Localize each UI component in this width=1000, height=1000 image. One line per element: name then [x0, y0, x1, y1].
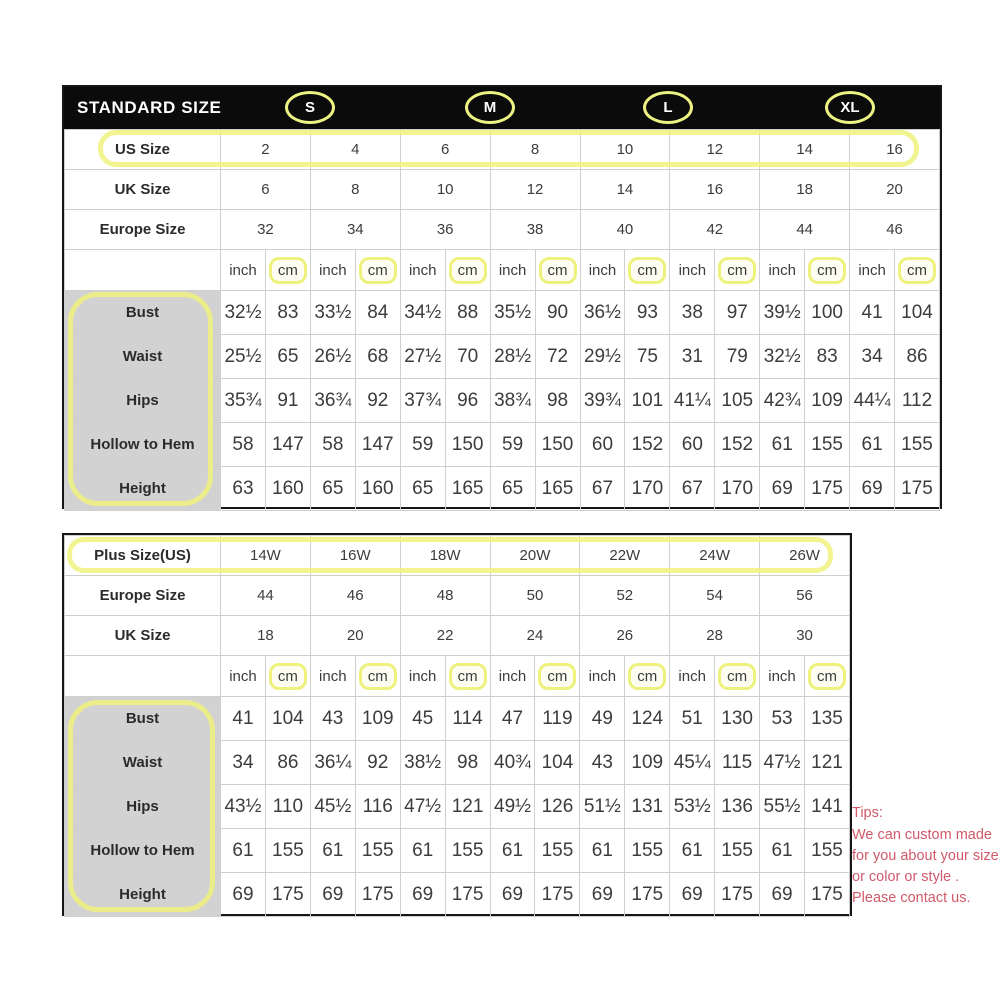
standard-size-grid: [64, 129, 940, 511]
size-value-cell: 16W: [310, 536, 400, 576]
measure-value-cell: 29½: [580, 335, 625, 379]
size-badge-s: S: [285, 91, 335, 124]
measure-value-cell: 130: [715, 697, 760, 741]
tips-line: or color or style .: [852, 869, 960, 886]
size-value-cell: 20: [310, 616, 400, 656]
measure-value-cell: 55½: [760, 785, 805, 829]
inch-label-cell: inch: [670, 250, 715, 291]
measure-value-cell: 175: [355, 873, 400, 917]
size-value-cell: 16: [670, 170, 760, 210]
measure-value-cell: 27½: [400, 335, 445, 379]
measure-value-cell: 110: [265, 785, 310, 829]
measure-value-cell: 126: [535, 785, 580, 829]
measure-value-cell: 53½: [670, 785, 715, 829]
measure-value-cell: 147: [355, 423, 400, 467]
size-value-cell: 28: [670, 616, 760, 656]
inch-label-cell: inch: [580, 250, 625, 291]
measure-value-cell: 38: [670, 291, 715, 335]
cm-highlight-box: cm: [628, 257, 666, 284]
measure-value-cell: 116: [355, 785, 400, 829]
tips-line: Please contact us.: [852, 890, 971, 907]
size-value-cell: 14W: [221, 536, 311, 576]
cm-highlight-box: cm: [718, 663, 756, 690]
measure-value-cell: 104: [535, 741, 580, 785]
measure-value-cell: 109: [355, 697, 400, 741]
inch-label-cell: inch: [310, 656, 355, 697]
size-value-cell: 12: [490, 170, 580, 210]
measure-value-cell: 51: [670, 697, 715, 741]
measure-value-cell: 170: [625, 467, 670, 511]
inch-label-cell: inch: [400, 656, 445, 697]
unit-row-label: [65, 656, 221, 697]
cm-label-cell: [445, 250, 490, 291]
size-row: [65, 616, 850, 656]
measure-value-cell: 47½: [760, 741, 805, 785]
size-value-cell: 16: [850, 130, 940, 170]
measure-value-cell: 26½: [310, 335, 355, 379]
tips-title: Tips:: [852, 805, 883, 821]
cm-highlight-box: cm: [449, 257, 487, 284]
measure-value-cell: 150: [535, 423, 580, 467]
measure-value-cell: 155: [805, 423, 850, 467]
measure-value-cell: 45½: [310, 785, 355, 829]
measure-value-cell: 92: [355, 379, 400, 423]
measure-row-label: Waist: [65, 335, 221, 379]
size-value-cell: 30: [760, 616, 850, 656]
measure-value-cell: 41: [221, 697, 266, 741]
measure-value-cell: 160: [265, 467, 310, 511]
size-row: [65, 170, 940, 210]
measure-value-cell: 35¾: [221, 379, 266, 423]
cm-label-cell: [715, 250, 760, 291]
unit-row: [65, 656, 850, 697]
measure-value-cell: 60: [670, 423, 715, 467]
size-value-cell: 18: [221, 616, 311, 656]
size-row: [65, 576, 850, 616]
size-value-cell: 22: [400, 616, 490, 656]
measure-value-cell: 72: [535, 335, 580, 379]
measure-row-label: Hollow to Hem: [65, 423, 221, 467]
measure-value-cell: 175: [625, 873, 670, 917]
size-value-cell: 20: [850, 170, 940, 210]
size-value-cell: 8: [490, 130, 580, 170]
measure-value-cell: 121: [445, 785, 490, 829]
cm-highlight-box: cm: [808, 257, 846, 284]
measure-value-cell: 40¾: [490, 741, 535, 785]
measure-value-cell: 119: [535, 697, 580, 741]
measure-value-cell: 105: [715, 379, 760, 423]
measure-value-cell: 34: [221, 741, 266, 785]
measure-value-cell: 53: [760, 697, 805, 741]
measure-value-cell: 32½: [760, 335, 805, 379]
measure-value-cell: 86: [265, 741, 310, 785]
measure-value-cell: 152: [715, 423, 760, 467]
measure-value-cell: 115: [715, 741, 760, 785]
measure-value-cell: 38½: [400, 741, 445, 785]
measure-value-cell: 33½: [310, 291, 355, 335]
size-value-cell: 18: [760, 170, 850, 210]
measure-row-label: Bust: [65, 697, 221, 741]
measure-value-cell: 91: [265, 379, 310, 423]
measure-value-cell: 175: [445, 873, 490, 917]
size-value-cell: 24W: [670, 536, 760, 576]
size-row: [65, 536, 850, 576]
size-value-cell: 24: [490, 616, 580, 656]
measure-value-cell: 136: [715, 785, 760, 829]
measure-value-cell: 36¾: [310, 379, 355, 423]
cm-label-cell: [535, 656, 580, 697]
measure-value-cell: 34½: [400, 291, 445, 335]
standard-size-header: [64, 87, 940, 129]
size-badge-xl: XL: [825, 91, 875, 124]
measure-row-label: Waist: [65, 741, 221, 785]
row-label: US Size: [65, 130, 221, 170]
measure-row: [65, 873, 850, 917]
measure-value-cell: 83: [265, 291, 310, 335]
size-value-cell: 52: [580, 576, 670, 616]
inch-label-cell: inch: [760, 656, 805, 697]
measure-value-cell: 39½: [760, 291, 805, 335]
cm-label-cell: [265, 656, 310, 697]
measure-value-cell: 69: [670, 873, 715, 917]
size-value-cell: 10: [580, 130, 670, 170]
measure-value-cell: 88: [445, 291, 490, 335]
measure-value-cell: 152: [625, 423, 670, 467]
measure-value-cell: 67: [670, 467, 715, 511]
cm-highlight-box: cm: [449, 663, 487, 690]
measure-value-cell: 98: [535, 379, 580, 423]
measure-row: [65, 335, 940, 379]
measure-value-cell: 59: [490, 423, 535, 467]
measure-value-cell: 65: [310, 467, 355, 511]
measure-value-cell: 121: [804, 741, 849, 785]
size-value-cell: 14: [580, 170, 670, 210]
measure-value-cell: 69: [221, 873, 266, 917]
size-value-cell: 20W: [490, 536, 580, 576]
cm-highlight-box: cm: [269, 257, 307, 284]
measure-value-cell: 43: [580, 741, 625, 785]
measure-value-cell: 42¾: [760, 379, 805, 423]
measure-value-cell: 61: [760, 829, 805, 873]
measure-value-cell: 175: [895, 467, 940, 511]
cm-label-cell: [804, 656, 849, 697]
measure-value-cell: 67: [580, 467, 625, 511]
inch-label-cell: inch: [670, 656, 715, 697]
inch-label-cell: inch: [490, 656, 535, 697]
measure-value-cell: 39¾: [580, 379, 625, 423]
size-value-cell: 18W: [400, 536, 490, 576]
unit-row: [65, 250, 940, 291]
measure-value-cell: 47½: [400, 785, 445, 829]
size-value-cell: 44: [760, 210, 850, 250]
inch-label-cell: inch: [760, 250, 805, 291]
measure-value-cell: 28½: [490, 335, 535, 379]
size-value-cell: 44: [221, 576, 311, 616]
measure-value-cell: 35½: [490, 291, 535, 335]
measure-value-cell: 112: [895, 379, 940, 423]
size-value-cell: 38: [490, 210, 580, 250]
measure-value-cell: 25½: [221, 335, 266, 379]
tips-line: for you about your size: [852, 848, 999, 865]
cm-label-cell: [625, 656, 670, 697]
cm-highlight-box: cm: [538, 663, 576, 690]
plus-size-table: [62, 533, 852, 916]
measure-row: [65, 467, 940, 511]
cm-label-cell: [715, 656, 760, 697]
measure-value-cell: 69: [850, 467, 895, 511]
measure-value-cell: 43½: [221, 785, 266, 829]
row-label: UK Size: [65, 616, 221, 656]
cm-highlight-box: cm: [539, 257, 577, 284]
measure-value-cell: 45: [400, 697, 445, 741]
measure-value-cell: 124: [625, 697, 670, 741]
measure-value-cell: 43: [310, 697, 355, 741]
measure-value-cell: 160: [355, 467, 400, 511]
measure-value-cell: 175: [805, 467, 850, 511]
measure-value-cell: 61: [580, 829, 625, 873]
measure-row-label: Height: [65, 467, 221, 511]
measure-row-label: Height: [65, 873, 221, 917]
cm-label-cell: [445, 656, 490, 697]
measure-value-cell: 37¾: [400, 379, 445, 423]
measure-value-cell: 155: [355, 829, 400, 873]
measure-row-label: Hips: [65, 785, 221, 829]
size-value-cell: 10: [400, 170, 490, 210]
measure-row-label: Bust: [65, 291, 221, 335]
measure-value-cell: 59: [400, 423, 445, 467]
unit-row-label: [65, 250, 221, 291]
size-value-cell: 40: [580, 210, 670, 250]
measure-value-cell: 41: [850, 291, 895, 335]
tips-note: [852, 803, 1000, 909]
measure-value-cell: 175: [535, 873, 580, 917]
row-label: Plus Size(US): [65, 536, 221, 576]
row-label: Europe Size: [65, 576, 221, 616]
measure-value-cell: 70: [445, 335, 490, 379]
measure-value-cell: 32½: [221, 291, 266, 335]
measure-value-cell: 45¼: [670, 741, 715, 785]
size-value-cell: 54: [670, 576, 760, 616]
measure-row: [65, 829, 850, 873]
size-value-cell: 36: [400, 210, 490, 250]
size-value-cell: 26: [580, 616, 670, 656]
measure-value-cell: 104: [895, 291, 940, 335]
measure-row: [65, 741, 850, 785]
measure-value-cell: 65: [400, 467, 445, 511]
measure-value-cell: 36½: [580, 291, 625, 335]
size-value-cell: 56: [760, 576, 850, 616]
cm-label-cell: [895, 250, 940, 291]
row-label: Europe Size: [65, 210, 221, 250]
measure-value-cell: 69: [760, 873, 805, 917]
measure-value-cell: 69: [580, 873, 625, 917]
measure-value-cell: 93: [625, 291, 670, 335]
measure-value-cell: 170: [715, 467, 760, 511]
measure-value-cell: 61: [670, 829, 715, 873]
cm-label-cell: [355, 250, 400, 291]
measure-value-cell: 155: [895, 423, 940, 467]
measure-row: [65, 697, 850, 741]
measure-value-cell: 104: [265, 697, 310, 741]
measure-value-cell: 147: [265, 423, 310, 467]
inch-label-cell: inch: [310, 250, 355, 291]
measure-value-cell: 61: [400, 829, 445, 873]
measure-value-cell: 36¼: [310, 741, 355, 785]
measure-value-cell: 79: [715, 335, 760, 379]
measure-value-cell: 61: [310, 829, 355, 873]
measure-value-cell: 109: [625, 741, 670, 785]
measure-value-cell: 155: [535, 829, 580, 873]
size-value-cell: 42: [670, 210, 760, 250]
measure-value-cell: 165: [535, 467, 580, 511]
measure-row-label: Hips: [65, 379, 221, 423]
measure-row: [65, 379, 940, 423]
measure-value-cell: 141: [804, 785, 849, 829]
size-badge-m: M: [465, 91, 515, 124]
cm-highlight-box: cm: [628, 663, 666, 690]
cm-label-cell: [265, 250, 310, 291]
plus-size-grid: [64, 535, 850, 917]
measure-value-cell: 61: [760, 423, 805, 467]
standard-size-title: STANDARD SIZE: [77, 98, 222, 117]
measure-value-cell: 155: [715, 829, 760, 873]
measure-value-cell: 49: [580, 697, 625, 741]
size-value-cell: 26W: [760, 536, 850, 576]
measure-value-cell: 47: [490, 697, 535, 741]
measure-value-cell: 90: [535, 291, 580, 335]
size-value-cell: 32: [221, 210, 311, 250]
measure-value-cell: 97: [715, 291, 760, 335]
inch-label-cell: inch: [221, 250, 266, 291]
measure-value-cell: 61: [221, 829, 266, 873]
size-value-cell: 46: [310, 576, 400, 616]
measure-value-cell: 175: [804, 873, 849, 917]
cm-label-cell: [805, 250, 850, 291]
measure-value-cell: 65: [265, 335, 310, 379]
measure-value-cell: 69: [760, 467, 805, 511]
inch-label-cell: inch: [490, 250, 535, 291]
measure-value-cell: 60: [580, 423, 625, 467]
size-value-cell: 50: [490, 576, 580, 616]
size-badge-l: L: [643, 91, 693, 124]
measure-value-cell: 49½: [490, 785, 535, 829]
size-value-cell: 8: [310, 170, 400, 210]
measure-value-cell: 155: [265, 829, 310, 873]
measure-value-cell: 63: [221, 467, 266, 511]
measure-value-cell: 61: [850, 423, 895, 467]
measure-value-cell: 175: [265, 873, 310, 917]
size-value-cell: 4: [310, 130, 400, 170]
measure-value-cell: 135: [804, 697, 849, 741]
measure-value-cell: 165: [445, 467, 490, 511]
size-row: [65, 210, 940, 250]
measure-value-cell: 51½: [580, 785, 625, 829]
size-value-cell: 2: [221, 130, 311, 170]
cm-label-cell: [625, 250, 670, 291]
measure-value-cell: 61: [490, 829, 535, 873]
measure-value-cell: 84: [355, 291, 400, 335]
measure-value-cell: 83: [805, 335, 850, 379]
size-value-cell: 22W: [580, 536, 670, 576]
cm-highlight-box: cm: [359, 257, 397, 284]
measure-value-cell: 100: [805, 291, 850, 335]
cm-label-cell: [535, 250, 580, 291]
size-value-cell: 6: [400, 130, 490, 170]
measure-value-cell: 155: [625, 829, 670, 873]
measure-value-cell: 86: [895, 335, 940, 379]
measure-value-cell: 69: [400, 873, 445, 917]
measure-value-cell: 155: [804, 829, 849, 873]
inch-label-cell: inch: [221, 656, 266, 697]
size-value-cell: 46: [850, 210, 940, 250]
measure-row: [65, 785, 850, 829]
row-label: UK Size: [65, 170, 221, 210]
measure-value-cell: 175: [715, 873, 760, 917]
size-value-cell: 12: [670, 130, 760, 170]
measure-value-cell: 41¼: [670, 379, 715, 423]
measure-row: [65, 291, 940, 335]
inch-label-cell: inch: [400, 250, 445, 291]
measure-value-cell: 92: [355, 741, 400, 785]
measure-value-cell: 34: [850, 335, 895, 379]
standard-size-table: [62, 85, 942, 509]
cm-highlight-box: cm: [359, 663, 397, 690]
measure-value-cell: 44¼: [850, 379, 895, 423]
measure-value-cell: 58: [310, 423, 355, 467]
measure-value-cell: 75: [625, 335, 670, 379]
measure-value-cell: 131: [625, 785, 670, 829]
measure-value-cell: 68: [355, 335, 400, 379]
measure-value-cell: 31: [670, 335, 715, 379]
size-value-cell: 14: [760, 130, 850, 170]
cm-highlight-box: cm: [269, 663, 307, 690]
measure-value-cell: 96: [445, 379, 490, 423]
measure-value-cell: 109: [805, 379, 850, 423]
cm-highlight-box: cm: [898, 257, 936, 284]
inch-label-cell: inch: [580, 656, 625, 697]
measure-value-cell: 38¾: [490, 379, 535, 423]
cm-highlight-box: cm: [718, 257, 756, 284]
measure-value-cell: 150: [445, 423, 490, 467]
inch-label-cell: inch: [850, 250, 895, 291]
cm-label-cell: [355, 656, 400, 697]
size-value-cell: 48: [400, 576, 490, 616]
measure-value-cell: 101: [625, 379, 670, 423]
measure-value-cell: 114: [445, 697, 490, 741]
measure-value-cell: 58: [221, 423, 266, 467]
measure-value-cell: 65: [490, 467, 535, 511]
measure-row-label: Hollow to Hem: [65, 829, 221, 873]
measure-value-cell: 155: [445, 829, 490, 873]
size-value-cell: 6: [221, 170, 311, 210]
size-row: [65, 130, 940, 170]
size-value-cell: 34: [310, 210, 400, 250]
tips-line: We can custom made: [852, 827, 992, 844]
cm-highlight-box: cm: [808, 663, 846, 690]
measure-row: [65, 423, 940, 467]
measure-value-cell: 69: [490, 873, 535, 917]
measure-value-cell: 98: [445, 741, 490, 785]
measure-value-cell: 69: [310, 873, 355, 917]
